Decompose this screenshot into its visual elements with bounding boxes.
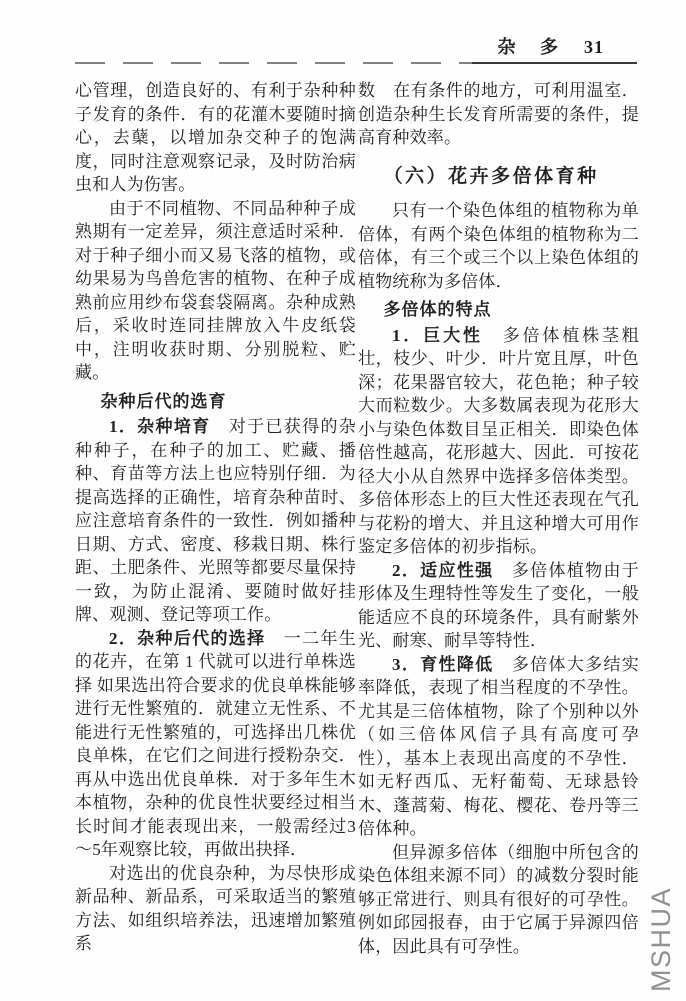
paragraph-numbered bbox=[75, 627, 356, 862]
paragraph-body: 多倍体植株茎粗壮，枝少、叶少．叶片宽且厚，叶色深；花果器官较大，花色艳；种子较大而粒数少。大多数属表现为花形大小与染色体数目呈正相关．即染色体倍性越高，花形越大、因此．可按花径大小从自然界中选择多倍体类型。多倍体形态上的巨大性还表现在气孔与花粉的增大、并且这种增大可用作鉴定多倍体的初步指标。 bbox=[358, 325, 639, 556]
right-text-column bbox=[358, 79, 639, 958]
paragraph-continuation: 数 在有条件的地方，可利用温室．创造杂种生长发育所需要的条件，提高育种效率。 bbox=[358, 81, 639, 147]
subheading-polyploid-characteristics: 多倍体的特点 bbox=[383, 300, 492, 319]
paragraph: 但异源多倍体（细胞中所包含的染色体组来源不同）的减数分裂时能够正常进行、则具有很好的可孕性。例如邱园报春，由于它属于异源四倍体，因此具有可孕性。 bbox=[358, 842, 639, 956]
paragraph: 由于不同植物、不同品种种子成熟期有一定差异，须注意适时采种．对于种子细小而又易飞落的植物，或幼果易为鸟兽危害的植物、在种子成熟前应用纱布袋套袋隔离。杂种成熟后，采收时连同挂牌放入牛皮纸袋中，注明收获时期、分别脱粒、贮藏。 bbox=[75, 198, 356, 382]
paragraph-body: 多倍体植物由于形体及生理特性等发生了变化，一般能适应不良的环境条件，具有耐紫外光、耐寒、耐旱等特性． bbox=[358, 560, 639, 650]
run-in-head: 2．杂种后代的选择 bbox=[109, 628, 266, 648]
run-in-head: 1．巨大性 bbox=[392, 325, 483, 345]
left-text-column bbox=[75, 79, 356, 956]
page-number: 31 bbox=[584, 37, 604, 57]
section-heading-polyploid-breeding: （六）花卉多倍体育种 bbox=[383, 165, 599, 187]
paragraph: 对选出的优良杂种，为尽快形成新品种、新品系，可采取适当的繁殖方法、如组织培养法，迅速增加繁殖系 bbox=[75, 863, 356, 953]
paragraph-numbered bbox=[75, 415, 356, 627]
subheading-hybrid-progeny-selection: 杂种后代的选育 bbox=[100, 391, 227, 411]
paragraph-body: 对于已获得的杂种种子，在种子的加工、贮藏、播种、育苗等方法上也应特别仔细．为提高选择的正确性，培育杂种苗时、应注意培育条件的一致性．例如播种日期、方式、密度、移栽日期、株行距、土肥条件、光照等都要尽量保持一致，为防止混淆、要随时做好挂牌、观测、登记等项工作。 bbox=[75, 417, 356, 624]
page-header bbox=[498, 33, 605, 59]
running-head-title: 杂 多 bbox=[497, 37, 568, 57]
paragraph-numbered bbox=[358, 324, 639, 559]
header-rule-solid-segment bbox=[472, 62, 637, 64]
header-rule bbox=[75, 61, 637, 64]
paragraph-body: 多倍体大多结实率降低，表现了相当程度的不孕性。尤其是三倍体植物，除了个别种以外（如三倍体风信子具有高度可孕性），基本上表现出高度的不孕性．如无籽西瓜、无籽葡萄、无球悬铃木、蓬蒿菊、梅花、樱花、卷丹等三倍体种。 bbox=[358, 654, 639, 838]
paragraph-numbered bbox=[358, 653, 639, 841]
run-in-head: 1．杂种培育 bbox=[109, 417, 211, 436]
run-in-head: 3．育性降低 bbox=[392, 654, 494, 674]
paragraph-body: 一二年生的花卉，在第 1 代就可以进行单株选择 如果选出符合要求的优良单株能够进行无性繁殖的．就建立无性系、不能进行无性繁殖的，可选择出几株优良单株，在它们之间进行授粉杂交．再从中选出优良单株．对于多年生木本植物，杂种的优良性状要经过相当长时间才能表现出来，一般需经过3～5年观察比较，再做出抉择． bbox=[75, 628, 356, 859]
paragraph-continuation: 心管理，创造良好的、有利于杂种种子发育的条件．有的花灌木要随时摘心，去蘖，以增加杂交种子的饱满度，同时注意观察记录，及时防治病虫和人为伤害。 bbox=[75, 81, 356, 194]
run-in-head: 2．适应性强 bbox=[392, 560, 494, 580]
watermark-text: MSHUA bbox=[646, 886, 676, 992]
paragraph: 只有一个染色体组的植物称为单倍体，有两个染色体组的植物称为二倍体，有三个或三个以上染色体组的植物统称为多倍体． bbox=[358, 201, 639, 291]
paragraph-numbered bbox=[358, 559, 639, 653]
